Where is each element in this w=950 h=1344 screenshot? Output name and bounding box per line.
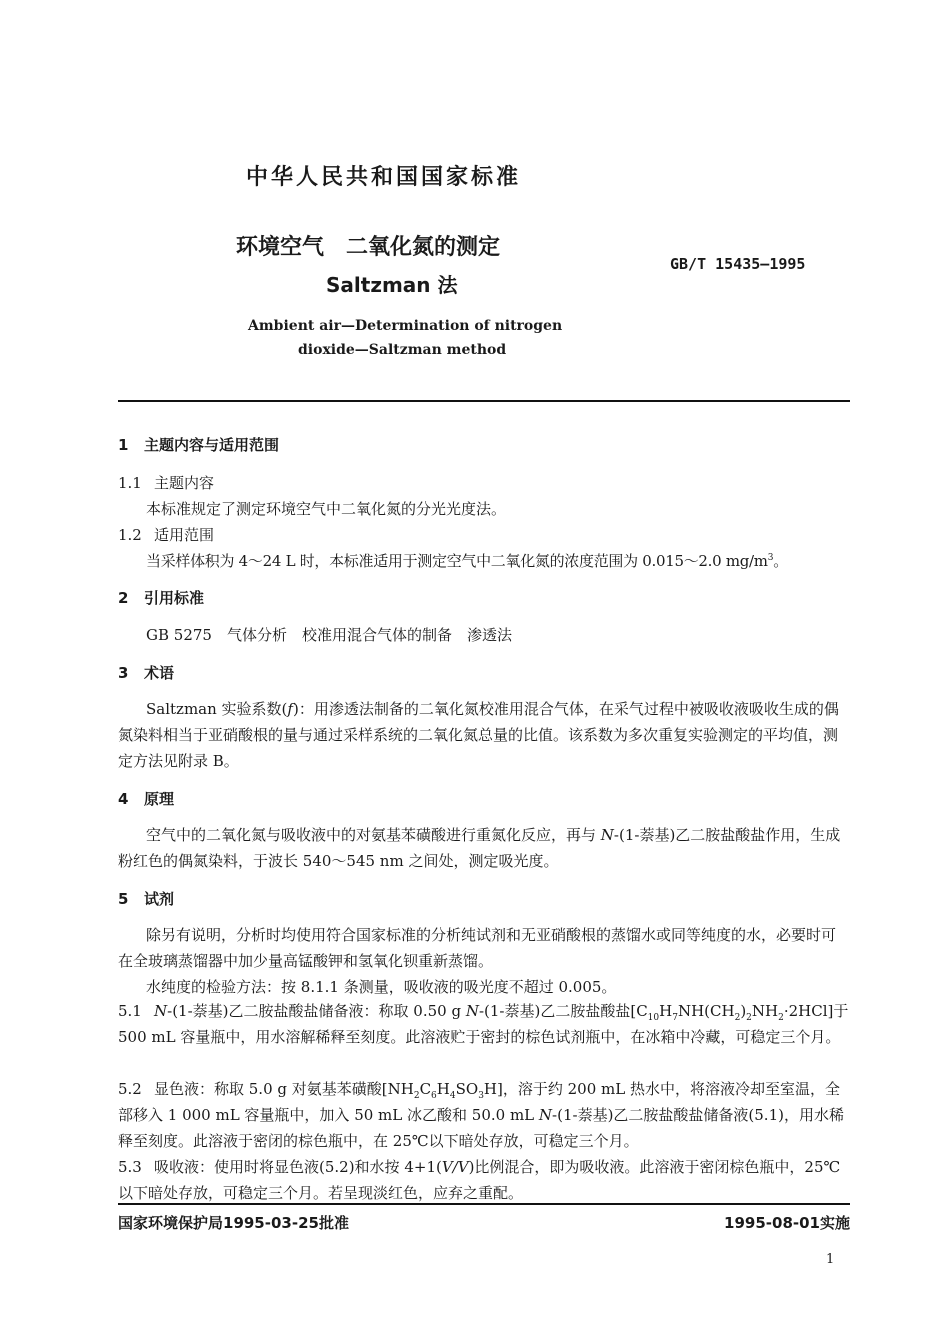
section-1-2-heading: 1.2 适用范围 xyxy=(118,526,215,544)
section-1-1-heading: 1.1 主题内容 xyxy=(118,474,215,492)
page-number: 1 xyxy=(826,1252,835,1267)
section-5-heading: 5 试剂 xyxy=(118,890,175,908)
document-title-en-line1: Ambient air—Determination of nitrogen xyxy=(248,318,563,334)
footer-divider xyxy=(118,1203,850,1205)
approval-line: 国家环境保护局1995-03-25批准 xyxy=(118,1214,349,1232)
standard-code: GB/T 15435—1995 xyxy=(670,255,806,273)
section-1-2-text: 当采样体积为 4～24 L 时，本标准适用于测定空气中二氧化氮的浓度范围为 0.015～2.0 $mg/m^3$。 xyxy=(146,552,788,570)
section-5-1-text: 5.1 N-(1-萘基)乙二胺盐酸盐储备液：称取 0.50 g N-(1-萘基)乙二胺盐酸盐$[C_{10}H_7NH(CH_2)_2NH_2\cdot 2HCl]$于 500 mL 容量瓶中，用水溶解稀释至刻度。此溶液贮于密封的棕色试剂瓶中，在冰箱中冷藏，可稳定三个月。 xyxy=(118,1002,849,1046)
section-3-heading: 3 术语 xyxy=(118,664,175,682)
document-title-cn: 环境空气 二氧化氮的测定 xyxy=(236,235,501,260)
implementation-date: 1995-08-01实施 xyxy=(724,1214,850,1232)
document-title-method: Saltzman 法 xyxy=(326,273,458,297)
national-standard-heading: 中华人民共和国国家标准 xyxy=(246,165,522,190)
section-4-heading: 4 原理 xyxy=(118,790,175,808)
section-5-para1: 除另有说明，分析时均使用符合国家标准的分析纯试剂和无亚硝酸根的蒸馏水或同等纯度的水，必要时可在全玻璃蒸馏器中加少量高锰酸钾和氢氧化钡重新蒸馏。 xyxy=(118,926,837,970)
section-5-para2: 水纯度的检验方法：按 8.1.1 条测量，吸收液的吸光度不超过 0.005。 xyxy=(146,978,617,996)
section-1-1-text: 本标准规定了测定环境空气中二氧化氮的分光光度法。 xyxy=(146,500,507,518)
section-5-3-text: 5.3 吸收液：使用时将显色液(5.2)和水按 4+1(V/V)比例混合，即为吸收液。此溶液于密闭棕色瓶中，25℃以下暗处存放，可稳定三个月。若呈现淡红色，应弃之重配。 xyxy=(118,1158,841,1202)
section-1-heading: 1 主题内容与适用范围 xyxy=(118,436,280,454)
section-3-text: Saltzman 实验系数(f)：用渗透法制备的二氧化氮校准用混合气体，在采气过程中被吸收液吸收生成的偶氮染料相当于亚硝酸根的量与通过采样系统的二氧化氮总量的比值。该系数为多次重复实验测定的平均值，测定方法见附录 B。 xyxy=(118,700,839,770)
section-2-heading: 2 引用标准 xyxy=(118,589,205,607)
document-title-en-line2: dioxide—Saltzman method xyxy=(298,342,507,358)
header-divider xyxy=(118,400,850,402)
section-4-text: 空气中的二氧化氮与吸收液中的对氨基苯磺酸进行重氮化反应，再与 N-(1-萘基)乙二胺盐酸盐作用，生成粉红色的偶氮染料，于波长 540～545 nm 之间处，测定吸光度。 xyxy=(118,826,841,870)
section-2-text: GB 5275 气体分析 校准用混合气体的制备 渗透法 xyxy=(146,626,512,644)
section-5-2-text: 5.2 显色液：称取 5.0 g 对氨基苯磺酸$[NH_2C_6H_4SO_3H]$，溶于约 200 mL 热水中，将溶液冷却至室温，全部移入 1 000 mL 容量瓶中，加入 50 mL 冰乙酸和 50.0 mL N-(1-萘基)乙二胺盐酸盐储备液(5.1)，用水稀释至刻度。此溶液于密闭的棕色瓶中，在 25℃以下暗处存放，可稳定三个月。 xyxy=(118,1080,844,1150)
